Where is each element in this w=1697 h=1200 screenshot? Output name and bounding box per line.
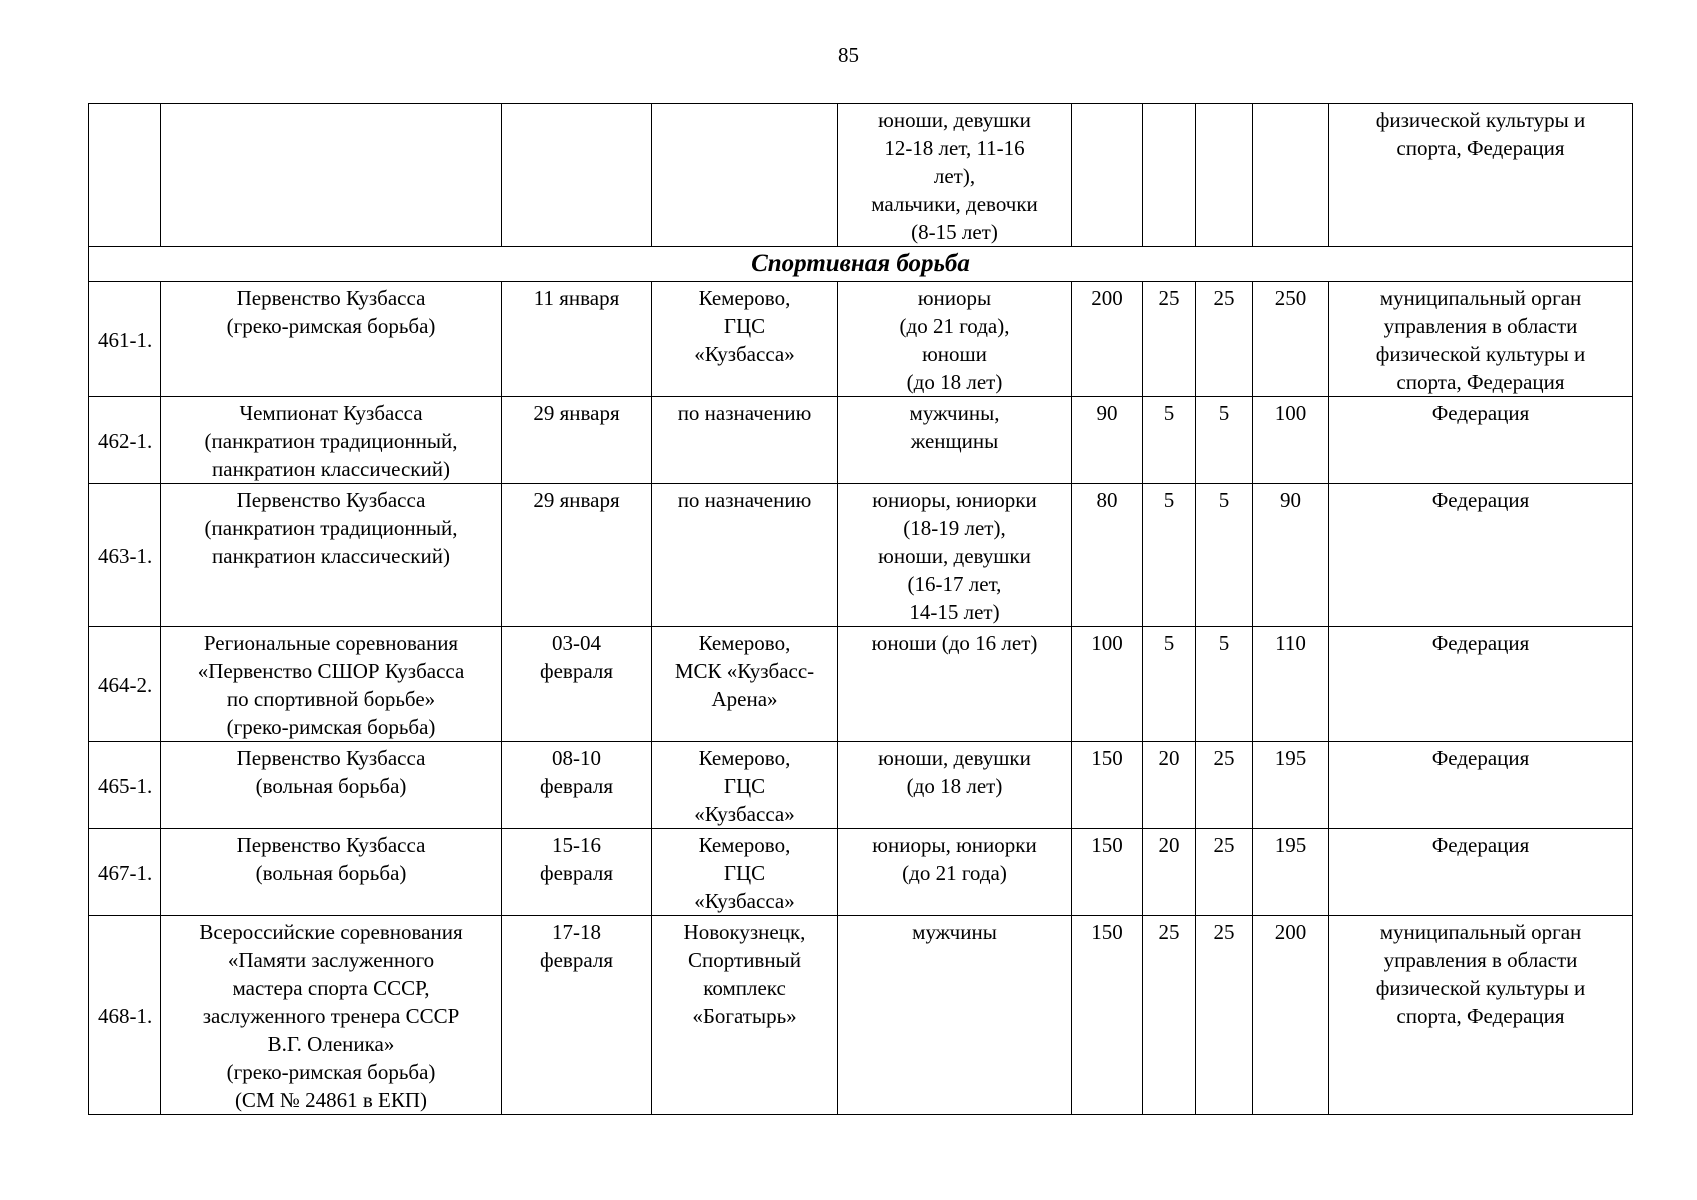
event-date: 11 января bbox=[502, 282, 652, 397]
count-col-1: 90 bbox=[1072, 397, 1143, 484]
event-date: 29 января bbox=[502, 484, 652, 627]
count-total: 250 bbox=[1253, 282, 1329, 397]
count-col-1: 80 bbox=[1072, 484, 1143, 627]
event-name: Чемпионат Кузбасса (панкратион традиционный, панкратион классический) bbox=[161, 397, 502, 484]
event-organizer: Федерация bbox=[1329, 829, 1633, 916]
count-col-3: 5 bbox=[1196, 397, 1253, 484]
event-place: Кемерово, МСК «Кузбасс- Арена» bbox=[652, 627, 838, 742]
count-col-2: 25 bbox=[1143, 282, 1196, 397]
event-date: 08-10 февраля bbox=[502, 742, 652, 829]
competition-schedule-table bbox=[88, 103, 1633, 1115]
row-number: 462-1. bbox=[89, 397, 161, 484]
table-row bbox=[89, 627, 1633, 742]
event-name: Первенство Кузбасса (панкратион традиционный, панкратион классический) bbox=[161, 484, 502, 627]
event-date: 03-04 февраля bbox=[502, 627, 652, 742]
count-col-2: 20 bbox=[1143, 829, 1196, 916]
event-participants: юниоры, юниорки (до 21 года) bbox=[838, 829, 1072, 916]
event-participants: юноши, девушки 12-18 лет, 11-16 лет), мальчики, девочки (8-15 лет) bbox=[838, 104, 1072, 247]
event-name bbox=[161, 104, 502, 247]
event-name: Первенство Кузбасса (греко-римская борьба) bbox=[161, 282, 502, 397]
count-total: 100 bbox=[1253, 397, 1329, 484]
event-place: Кемерово, ГЦС «Кузбасса» bbox=[652, 829, 838, 916]
event-place: Новокузнецк, Спортивный комплекс «Богатырь» bbox=[652, 916, 838, 1115]
count-total: 200 bbox=[1253, 916, 1329, 1115]
event-participants: юниоры, юниорки (18-19 лет), юноши, девушки (16-17 лет, 14-15 лет) bbox=[838, 484, 1072, 627]
event-date: 17-18 февраля bbox=[502, 916, 652, 1115]
table-row bbox=[89, 916, 1633, 1115]
row-number: 463-1. bbox=[89, 484, 161, 627]
count-col-2 bbox=[1143, 104, 1196, 247]
table-row bbox=[89, 829, 1633, 916]
event-date bbox=[502, 104, 652, 247]
count-col-3: 5 bbox=[1196, 484, 1253, 627]
count-col-3: 25 bbox=[1196, 282, 1253, 397]
event-organizer: Федерация bbox=[1329, 397, 1633, 484]
count-col-3: 5 bbox=[1196, 627, 1253, 742]
table-row bbox=[89, 484, 1633, 627]
event-name: Первенство Кузбасса (вольная борьба) bbox=[161, 829, 502, 916]
table-row bbox=[89, 282, 1633, 397]
row-number: 465-1. bbox=[89, 742, 161, 829]
count-col-1: 100 bbox=[1072, 627, 1143, 742]
event-participants: юноши, девушки (до 18 лет) bbox=[838, 742, 1072, 829]
count-col-1: 150 bbox=[1072, 742, 1143, 829]
count-total bbox=[1253, 104, 1329, 247]
event-organizer: муниципальный орган управления в области физической культуры и спорта, Федерация bbox=[1329, 282, 1633, 397]
event-place bbox=[652, 104, 838, 247]
count-col-3 bbox=[1196, 104, 1253, 247]
event-date: 29 января bbox=[502, 397, 652, 484]
row-number: 464-2. bbox=[89, 627, 161, 742]
event-organizer: Федерация bbox=[1329, 627, 1633, 742]
event-participants: мужчины bbox=[838, 916, 1072, 1115]
page-number: 85 bbox=[838, 43, 859, 67]
event-organizer: Федерация bbox=[1329, 484, 1633, 627]
count-col-1 bbox=[1072, 104, 1143, 247]
event-name: Региональные соревнования «Первенство СШОР Кузбасса по спортивной борьбе» (греко-римская борьба) bbox=[161, 627, 502, 742]
count-col-2: 5 bbox=[1143, 484, 1196, 627]
count-col-3: 25 bbox=[1196, 829, 1253, 916]
event-date: 15-16 февраля bbox=[502, 829, 652, 916]
row-number: 468-1. bbox=[89, 916, 161, 1115]
event-name: Первенство Кузбасса (вольная борьба) bbox=[161, 742, 502, 829]
row-number: 461-1. bbox=[89, 282, 161, 397]
event-place: по назначению bbox=[652, 484, 838, 627]
event-participants: юноши (до 16 лет) bbox=[838, 627, 1072, 742]
event-participants: юниоры (до 21 года), юноши (до 18 лет) bbox=[838, 282, 1072, 397]
event-place: по назначению bbox=[652, 397, 838, 484]
count-col-1: 150 bbox=[1072, 916, 1143, 1115]
section-header-row bbox=[89, 247, 1633, 282]
count-total: 195 bbox=[1253, 742, 1329, 829]
count-col-2: 25 bbox=[1143, 916, 1196, 1115]
table-row bbox=[89, 742, 1633, 829]
count-col-3: 25 bbox=[1196, 916, 1253, 1115]
count-col-3: 25 bbox=[1196, 742, 1253, 829]
count-col-1: 200 bbox=[1072, 282, 1143, 397]
section-title: Спортивная борьба bbox=[89, 247, 1633, 282]
count-col-1: 150 bbox=[1072, 829, 1143, 916]
row-number bbox=[89, 104, 161, 247]
count-col-2: 5 bbox=[1143, 627, 1196, 742]
event-participants: мужчины, женщины bbox=[838, 397, 1072, 484]
row-number: 467-1. bbox=[89, 829, 161, 916]
continuation-row bbox=[89, 104, 1633, 247]
event-place: Кемерово, ГЦС «Кузбасса» bbox=[652, 282, 838, 397]
count-total: 90 bbox=[1253, 484, 1329, 627]
count-col-2: 5 bbox=[1143, 397, 1196, 484]
event-name: Всероссийские соревнования «Памяти заслуженного мастера спорта СССР, заслуженного тренера СССР В.Г. Оленика» (греко-римская борьба) (СМ № 24861 в ЕКП) bbox=[161, 916, 502, 1115]
count-total: 110 bbox=[1253, 627, 1329, 742]
event-organizer: муниципальный орган управления в области физической культуры и спорта, Федерация bbox=[1329, 916, 1633, 1115]
event-place: Кемерово, ГЦС «Кузбасса» bbox=[652, 742, 838, 829]
table-row bbox=[89, 397, 1633, 484]
count-total: 195 bbox=[1253, 829, 1329, 916]
count-col-2: 20 bbox=[1143, 742, 1196, 829]
event-organizer: физической культуры и спорта, Федерация bbox=[1329, 104, 1633, 247]
event-organizer: Федерация bbox=[1329, 742, 1633, 829]
